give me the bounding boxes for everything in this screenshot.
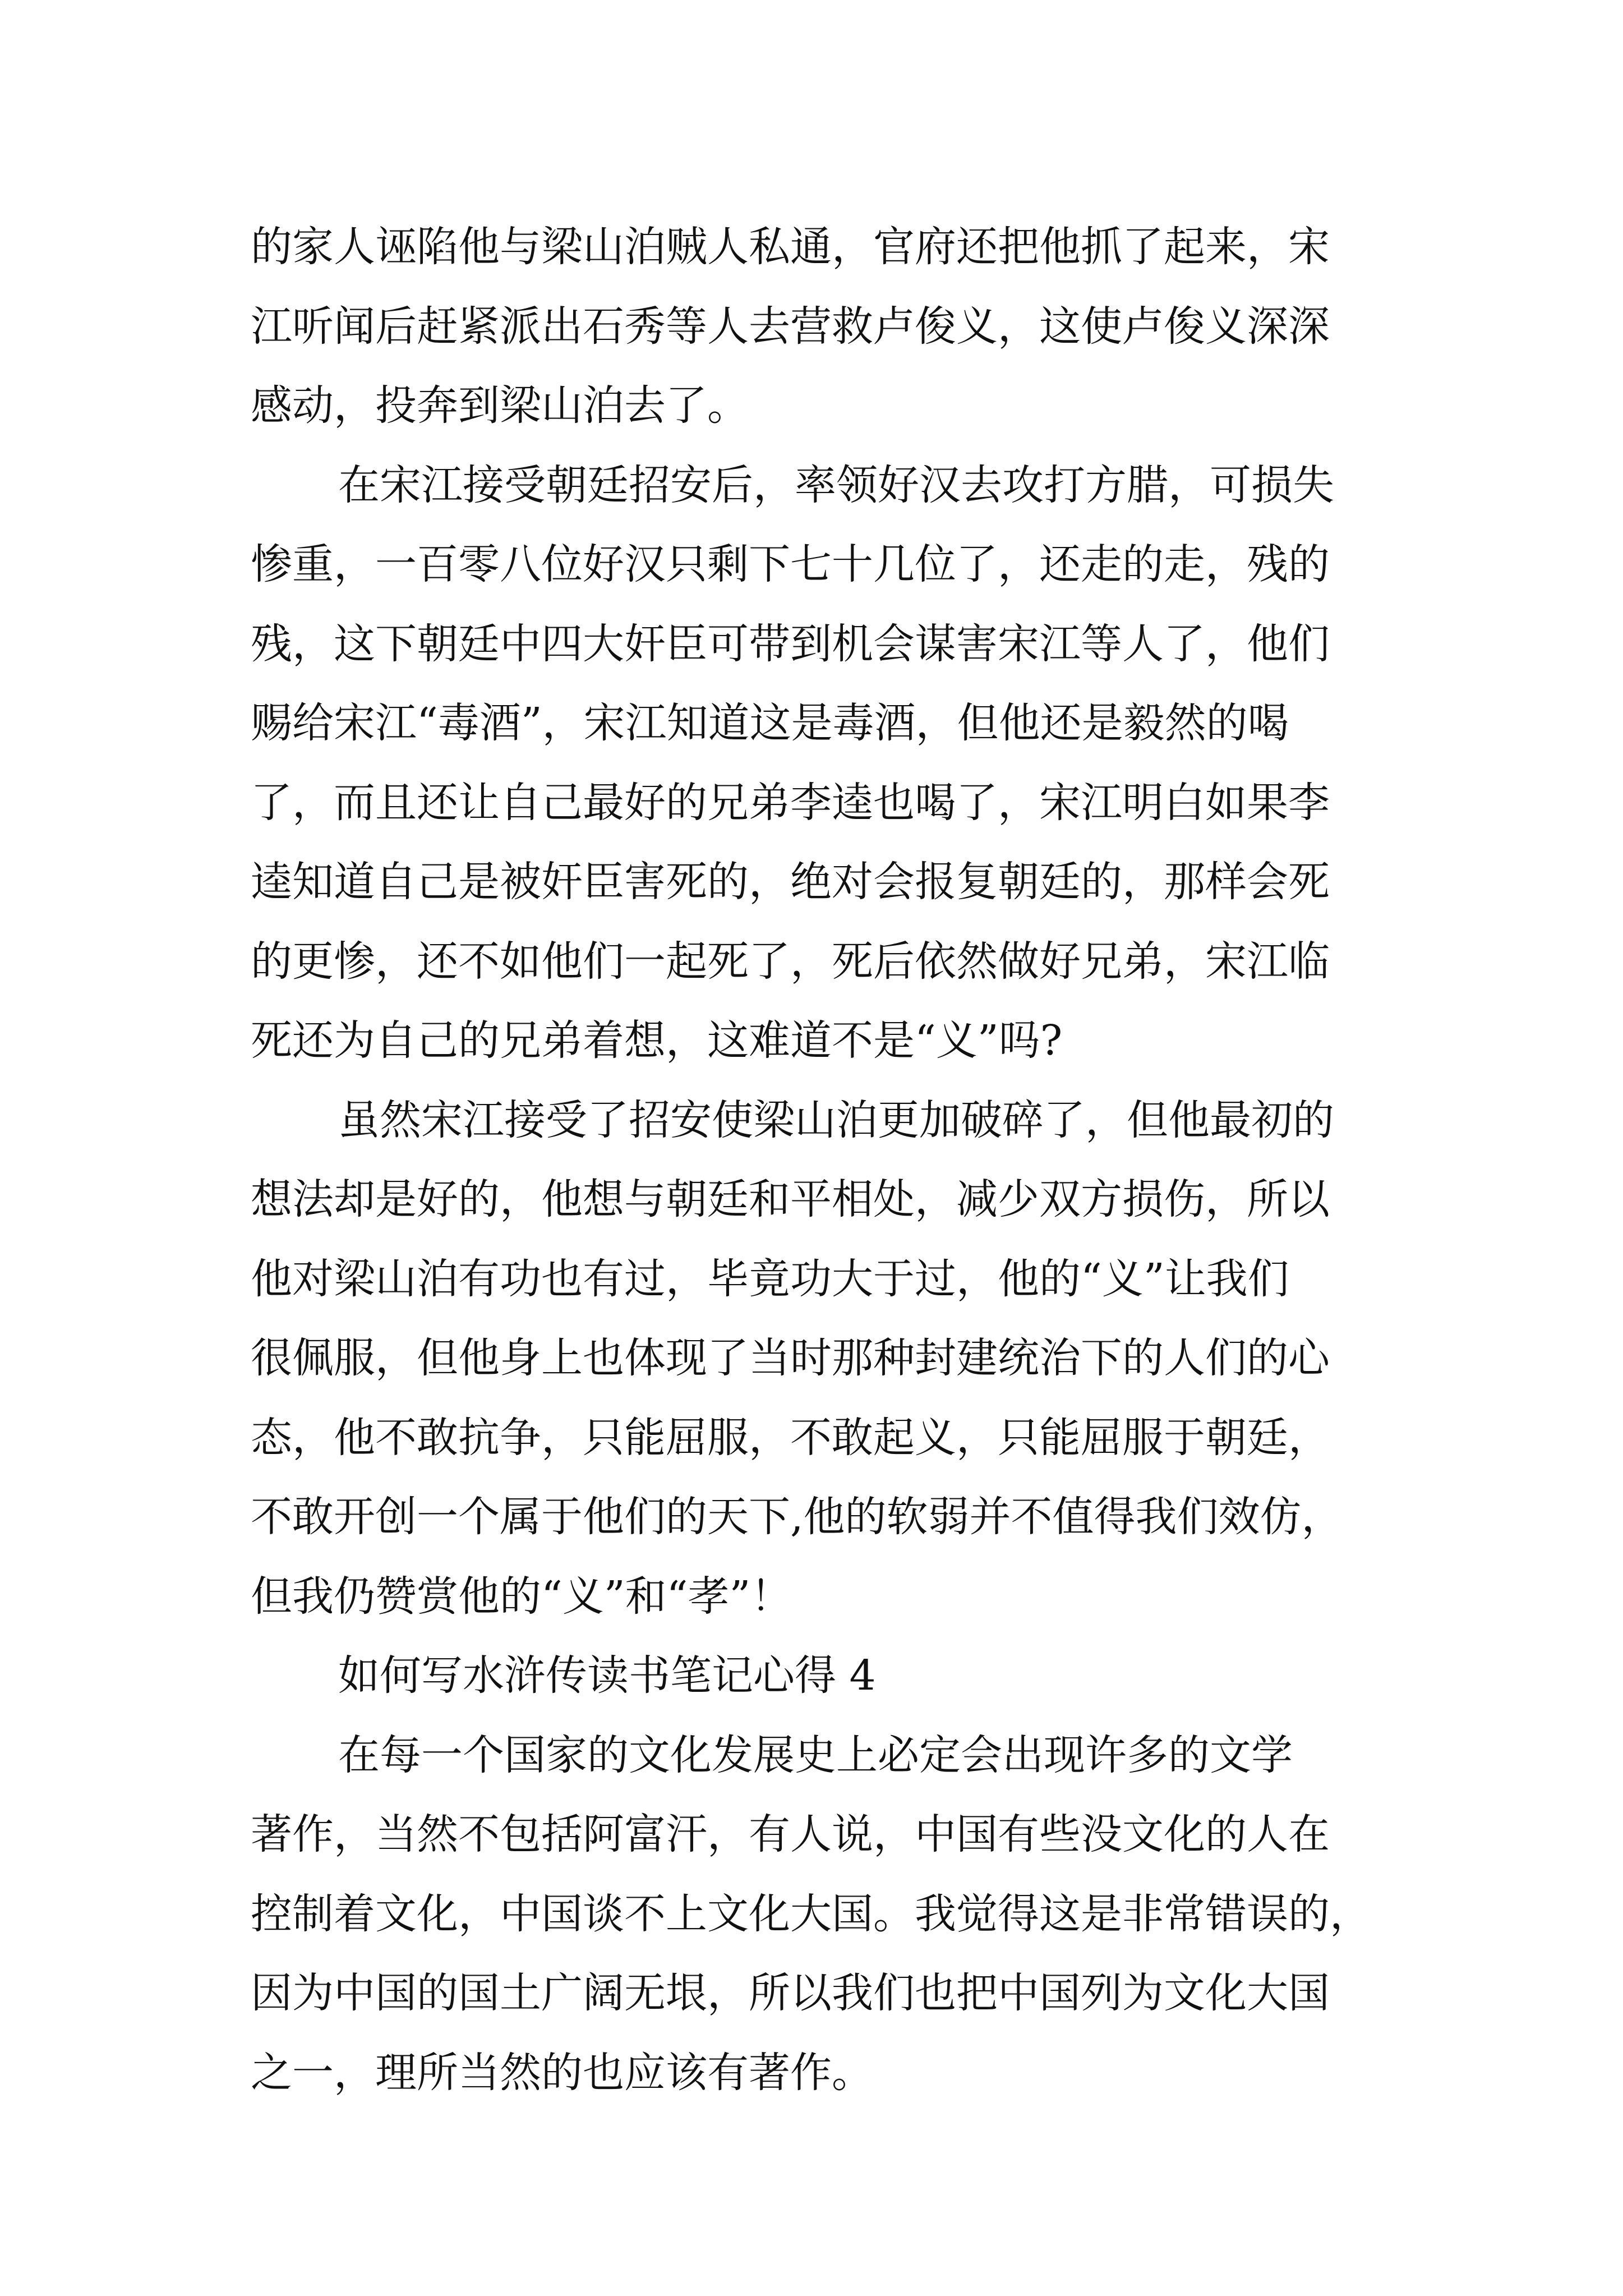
text-line: 不敢开创一个属于他们的天下,他的软弱并不值得我们效仿， xyxy=(251,1493,1343,1541)
text-line: 了，而且还让自己最好的兄弟李逵也喝了，宋江明白如果李 xyxy=(251,779,1330,827)
text-line: 逵知道自己是被奸臣害死的，绝对会报复朝廷的，那样会死 xyxy=(251,858,1330,906)
text-line: 态，他不敢抗争，只能屈服，不敢起义，只能屈服于朝廷， xyxy=(251,1414,1330,1462)
text-line: 残，这下朝廷中四大奸臣可带到机会谋害宋江等人了，他们 xyxy=(251,620,1330,668)
paragraph-first-line: 在每一个国家的文化发展史上必定会出现许多的文学 xyxy=(338,1731,1293,1779)
text-line: 但我仍赞赏他的“义”和“孝”！ xyxy=(251,1572,792,1621)
text-line: 惨重，一百零八位好汉只剩下七十几位了，还走的走，残的 xyxy=(251,540,1330,588)
text-line: 感动，投奔到梁山泊去了。 xyxy=(251,381,749,430)
text-line: 很佩服，但他身上也体现了当时那种封建统治下的人们的心 xyxy=(251,1334,1330,1382)
paragraph-first-line: 虽然宋江接受了招安使梁山泊更加破碎了，但他最初的 xyxy=(338,1096,1334,1144)
text-line: 因为中国的国土广阔无垠，所以我们也把中国列为文化大国 xyxy=(251,1969,1330,2017)
text-line: 控制着文化，中国谈不上文化大国。我觉得这是非常错误的， xyxy=(251,1890,1371,1938)
text-line: 想法却是好的，他想与朝廷和平相处，减少双方损伤，所以 xyxy=(251,1175,1330,1223)
text-line: 之一，理所当然的也应该有著作。 xyxy=(251,2049,873,2097)
text-line: 的家人诬陷他与梁山泊贼人私通，官府还把他抓了起来，宋 xyxy=(251,223,1330,271)
text-line: 的更惨，还不如他们一起死了，死后依然做好兄弟，宋江临 xyxy=(251,937,1330,986)
text-line: 著作，当然不包括阿富汗，有人说，中国有些没文化的人在 xyxy=(251,1810,1330,1858)
text-line: 江听闻后赶紧派出石秀等人去营救卢俊义，这使卢俊义深深 xyxy=(251,302,1330,351)
text-line: 死还为自己的兄弟着想，这难道不是“义”吗? xyxy=(251,1016,1063,1065)
paragraph-first-line: 如何写水浒传读书笔记心得 4 xyxy=(338,1651,876,1700)
paragraph-first-line: 在宋江接受朝廷招安后，率领好汉去攻打方腊，可损失 xyxy=(338,461,1334,509)
text-line: 他对梁山泊有功也有过，毕竟功大于过，他的“义”让我们 xyxy=(251,1255,1289,1303)
text-line: 赐给宋江“毒酒”，宋江知道这是毒酒，但他还是毅然的喝 xyxy=(251,699,1289,747)
